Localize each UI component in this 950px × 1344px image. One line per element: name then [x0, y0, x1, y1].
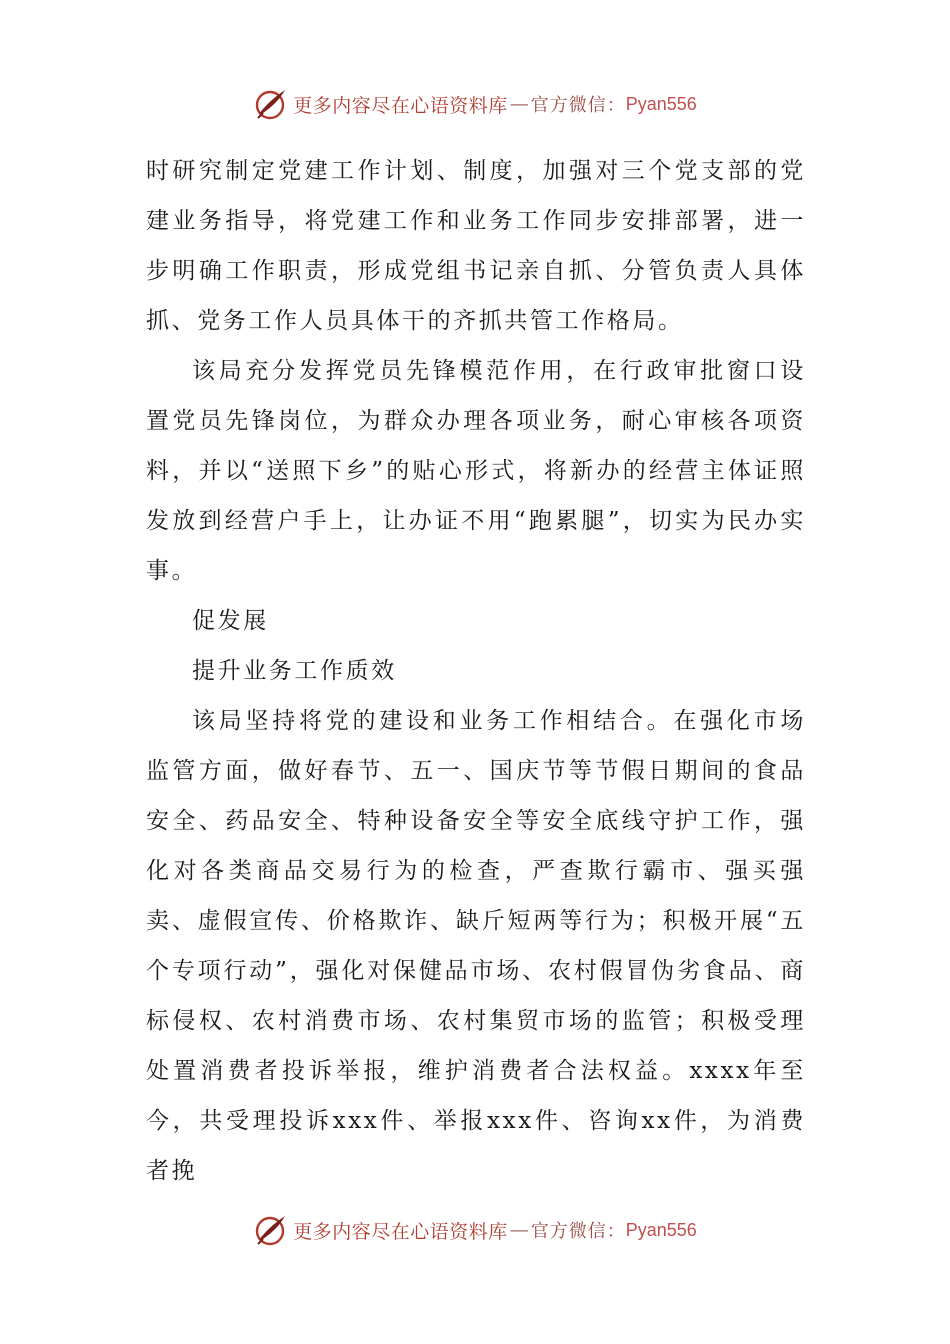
header-banner	[0, 84, 950, 124]
document-body	[146, 146, 806, 1196]
section-heading: 促发展	[192, 608, 269, 634]
wechat-label: 官方微信：	[530, 1221, 626, 1242]
wechat-id: Pyan556	[625, 1219, 697, 1240]
site-slogan: 更多内容尽在心语资料库	[293, 1220, 508, 1243]
paragraph: 时研究制定党建工作计划、制度，加强对三个党支部的党建业务指导，将党建工作和业务工作同步安排部署，进一步明确工作职责，形成党组书记亲自抓、分管负责人具体抓、党务工作人员具体干的齐抓共管工作格局。	[146, 158, 806, 334]
separator-dash: —	[509, 1219, 529, 1241]
paragraph: 该局充分发挥党员先锋模范作用，在行政审批窗口设置党员先锋岗位，为群众办理各项业务，耐心审核各项资料，并以“送照下乡”的贴心形式，将新办的经营主体证照发放到经营户手上，让办证不用“跑累腿”，切实为民办实事。	[146, 358, 806, 584]
wechat-label: 官方微信：	[530, 95, 626, 116]
footer-banner	[0, 1210, 950, 1250]
quill-logo-icon	[253, 86, 289, 122]
paragraph: 该局坚持将党的建设和业务工作相结合。在强化市场监管方面，做好春节、五一、国庆节等节假日期间的食品安全、药品安全、特种设备安全等安全底线守护工作，强化对各类商品交易行为的检查，严查欺行霸市、强买强卖、虚假宣传、价格欺诈、缺斤短两等行为；积极开展“五个专项行动”，强化对保健品市场、农村假冒伪劣食品、商标侵权、农村消费市场、农村集贸市场的监管；积极受理处置消费者投诉举报，维护消费者合法权益。xxxx年至今，共受理投诉xxx件、举报xxx件、咨询xx件，为消费者挽	[146, 708, 806, 1184]
separator-dash: —	[509, 93, 529, 115]
wechat-id: Pyan556	[625, 93, 697, 114]
section-subheading: 提升业务工作质效	[192, 658, 397, 684]
site-slogan: 更多内容尽在心语资料库	[293, 94, 508, 117]
quill-logo-icon	[253, 1212, 289, 1248]
